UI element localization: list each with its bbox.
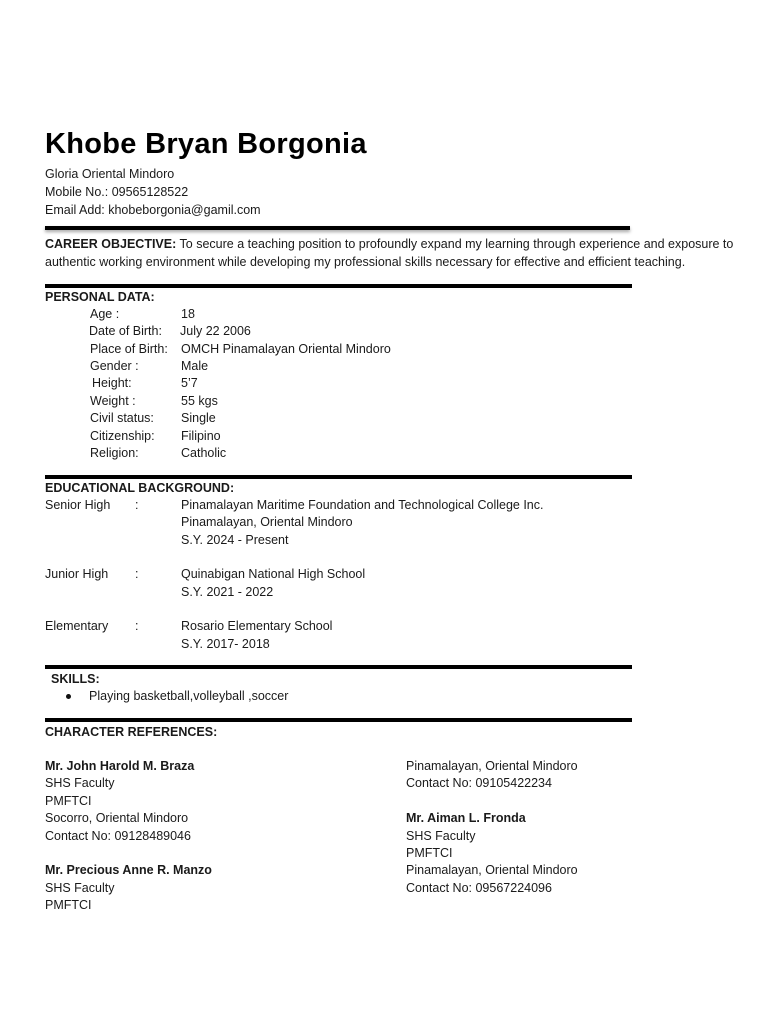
junior-high-colon: :	[135, 567, 139, 581]
senior-high-school: Pinamalayan Maritime Foundation and Technological College Inc.	[181, 498, 544, 512]
senior-high-label: Senior High	[45, 498, 111, 512]
personal-label-civil-status: Civil status:	[90, 411, 154, 425]
junior-high-year: S.Y. 2021 - 2022	[181, 585, 274, 599]
personal-value-citizenship: Filipino	[181, 429, 221, 443]
personal-label-height: Height:	[92, 376, 132, 390]
personal-label-gender: Gender :	[90, 359, 139, 373]
address-line: Gloria Oriental Mindoro	[45, 167, 175, 181]
reference-1-name: Mr. John Harold M. Braza	[45, 759, 195, 773]
skill-item-text: Playing basketball,volleyball ,soccer	[89, 689, 289, 703]
elementary-label: Elementary	[45, 619, 109, 633]
reference-3-org: PMFTCI	[406, 846, 453, 860]
personal-data-heading: PERSONAL DATA:	[45, 290, 155, 304]
reference-1-contact: Contact No: 09128489046	[45, 829, 191, 843]
reference-2-contact: Contact No: 09105422234	[406, 776, 552, 790]
personal-label-age: Age :	[90, 307, 120, 321]
elementary-school: Rosario Elementary School	[181, 619, 333, 633]
senior-high-year: S.Y. 2024 - Present	[181, 533, 289, 547]
section-divider	[45, 284, 632, 288]
reference-1-address: Socorro, Oriental Mindoro	[45, 811, 189, 825]
email-line: Email Add: khobeborgonia@gamil.com	[45, 203, 261, 217]
personal-value-religion: Catholic	[181, 446, 227, 460]
career-objective-text-line2: authentic working environment while developing my professional skills necessary for effective and efficient teaching.	[45, 255, 686, 269]
career-objective	[45, 236, 733, 254]
personal-label-weight: Weight :	[90, 394, 136, 408]
resume-name: Khobe Bryan Borgonia	[45, 128, 367, 160]
section-divider	[45, 665, 632, 669]
reference-1-position: SHS Faculty	[45, 776, 115, 790]
personal-value-dob: July 22 2006	[180, 324, 251, 338]
reference-2-position: SHS Faculty	[45, 881, 115, 895]
bullet-icon	[66, 694, 71, 699]
junior-high-school: Quinabigan National High School	[181, 567, 366, 581]
personal-label-citizenship: Citizenship:	[90, 429, 155, 443]
reference-3-contact: Contact No: 09567224096	[406, 881, 552, 895]
reference-3-position: SHS Faculty	[406, 829, 476, 843]
career-objective-text: To secure a teaching position to profoundly expand my learning through experience and exposure to	[176, 237, 734, 251]
header-divider	[45, 226, 630, 230]
personal-value-height: 5’7	[181, 376, 198, 390]
personal-value-age: 18	[181, 307, 195, 321]
senior-high-colon: :	[135, 498, 139, 512]
personal-label-religion: Religion:	[90, 446, 139, 460]
reference-2-address: Pinamalayan, Oriental Mindoro	[406, 759, 578, 773]
reference-2-name: Mr. Precious Anne R. Manzo	[45, 863, 212, 877]
personal-value-civil-status: Single	[181, 411, 216, 425]
personal-value-pob: OMCH Pinamalayan Oriental Mindoro	[181, 342, 391, 356]
personal-value-weight: 55 kgs	[181, 394, 218, 408]
personal-value-gender: Male	[181, 359, 209, 373]
personal-label-pob: Place of Birth:	[90, 342, 168, 356]
skill-item	[66, 688, 288, 706]
reference-3-name: Mr. Aiman L. Fronda	[406, 811, 526, 825]
elementary-year: S.Y. 2017- 2018	[181, 637, 270, 651]
junior-high-label: Junior High	[45, 567, 109, 581]
elementary-colon: :	[135, 619, 139, 633]
skills-heading: SKILLS:	[51, 672, 100, 686]
section-divider	[45, 718, 632, 722]
references-heading: CHARACTER REFERENCES:	[45, 725, 218, 739]
career-objective-label: CAREER OBJECTIVE:	[45, 237, 177, 251]
senior-high-location: Pinamalayan, Oriental Mindoro	[181, 515, 353, 529]
education-heading: EDUCATIONAL BACKGROUND:	[45, 481, 235, 495]
reference-3-address: Pinamalayan, Oriental Mindoro	[406, 863, 578, 877]
mobile-line: Mobile No.: 09565128522	[45, 185, 189, 199]
reference-2-org: PMFTCI	[45, 898, 92, 912]
personal-label-dob: Date of Birth:	[89, 324, 162, 338]
reference-1-org: PMFTCI	[45, 794, 92, 808]
section-divider	[45, 475, 632, 479]
